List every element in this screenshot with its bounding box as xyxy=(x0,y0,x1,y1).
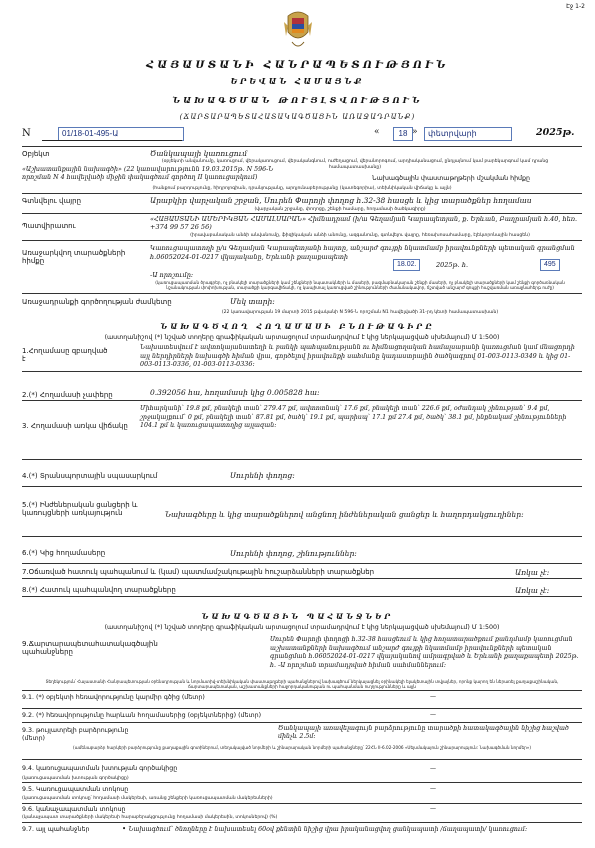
validity-value: Մեկ տարի։ xyxy=(230,297,275,306)
ownership-decision: -Ա որոշումը։ xyxy=(150,271,194,279)
plan-item-2-value: 0.392056 հա, հողամասի կից 0.005828 հա։ xyxy=(150,388,320,397)
header-municipality: ԵՐԵՎԱՆ ՀԱՄԱՅՆՔ xyxy=(230,76,365,86)
plan-item-1-label: 1.Հողամասը զբաղված է xyxy=(22,347,108,363)
ownership-value: Կառուցապատողի ը/ս Գեղամյան Կարապետյանի հայտը, անշարժ գույքի նկատմամբ իրավունքների պետական գրանցման հ.06052024-01-0217 վկայականը, Երևանի քաղաքապետի xyxy=(150,244,575,261)
plan-item-7-value: Առկա չէ։ xyxy=(515,568,550,577)
plan-item-6-value: Սուրենի փողոց, շինություններ։ xyxy=(230,549,357,558)
design-9-3-label: 9.3. թույլատրելի բարձրությունը (մետր) xyxy=(22,727,129,742)
number-label: N xyxy=(22,128,31,139)
plan-item-5-label: 5.(*) Ինժեներական ցանցերի և կառույցների առկայություն xyxy=(22,501,138,517)
design-item-9-value: Սուրեն Փարոյի փողոցի հ.32-38 հասցեում և կից հողատարածքում քանդմամբ կառուցման աշխատանքների նախագծում անշարժ գույքի նկատմամբ իրավունքների պետական գրանցման հ.06052024-01-0217 վկայականով ամրագրված և Երևանի քաղաքապետի 2025թ. հ. -Ա որոշման տրամադրված հիման սահմաններում։ xyxy=(270,636,579,669)
document-number: 01/18-01-495-Ա xyxy=(58,127,184,141)
basis-value: «Աշխատանքային նախագծի» (22 կառավարությունն 19.03.2015թ. N 596-Ն որոշման N 4 հավելվածի միջին փակագծում գործող II կառուցարկում) xyxy=(22,166,274,181)
ownership-year: 2025թ. հ. xyxy=(436,261,469,269)
basis-note: (հանքում բարդությունը, հիդրոլոգիան, դրանյությանը, արդյունաբերությանը (կատեգորիա), տեխնիկական վիճակը և այլն) xyxy=(152,186,452,191)
bullet-icon: • xyxy=(122,825,129,833)
design-9-7-label: 9.7. այլ պահանջներ xyxy=(22,826,90,833)
customer-label: Պատվիրատու xyxy=(22,222,76,230)
design-9-6-label: 9.6. կանաչապատման տոկոսը xyxy=(22,806,126,813)
design-9-1-label: 9.1. (*) օբյեկտի հեռավորությունը կարմիր գծից (մետր) xyxy=(22,694,205,701)
plan-item-7-label: 7.Օճառված հատուկ պահպանում և (կամ) պատմամշակութային հուշարձանների տարածքներ xyxy=(22,568,375,576)
location-note: (վարչական շրջանը, փողոցը, շենքի համարը, հողամասի ծածկագիրը) xyxy=(254,207,426,212)
design-9-6-value: — xyxy=(430,805,436,812)
object-label: Օբյեկտ xyxy=(22,150,50,158)
design-9-4-value: — xyxy=(430,765,436,772)
document-day: 18 xyxy=(393,127,413,141)
header-permit-title: ՆԱԽԱԳԾՄԱՆ ԹՈՒՅԼՏՎՈՒԹՅՈՒՆ xyxy=(172,96,423,106)
design-9-5-note: (կառուցապատման տոկոսը՝ հողամասի մակերեսի, առանց շենքերի կառուցապատման մակերեսների) xyxy=(22,796,273,801)
design-9-2-value: — xyxy=(430,711,436,718)
document-number-line: N 01/18-01-495-Ա « 18 » փետրվարի 2025թ. xyxy=(22,127,575,139)
plan-item-2-label: 2.(*) Հողամասի չափերը xyxy=(22,391,113,399)
document-month: փետրվարի xyxy=(424,127,512,141)
design-section-subtitle: (աստղանիշով (*) նշված տողերը գրաֆիկական արտացոլում տրամադրվում է կից ներկայացված սխեմայում) Մ 1:500) xyxy=(104,624,500,631)
design-9-6-note: (կանաչապատ տարածքների մակերեսի հարաբերակցությունը հողամասի մակերեսին, տոկոսներով) (%) xyxy=(22,815,278,820)
ownership-note: (կառուցապատման ծրագրեր, ոչ բնակելի տարածքների կամ շենքների նպատակների և մասերի, բազմաբնակարան շենքի մասերի, ոչ բնակելի տարածքների կամ շենքի գործառնական նշանակության փոփոխության, տարածքի կարգավիճակի, ոչ կապիտալ կառուցված շինությունների ժամանակավոր, ճշտված անշարժ գույքի հաշվառման առաջնահերթ ուժը) xyxy=(155,280,565,290)
object-value: Ծանկապայի կառուցում xyxy=(150,149,248,158)
plan-section-subtitle: (աստղանիշով (*) նշված տողերը գրաֆիկական արտացոլում տրամադրվում է կից ներկայացված սխեմայում) Մ 1:500) xyxy=(104,334,500,341)
plan-item-5-value: Նախագծերը և կից տարածքներով անցնող ինժեներական ցանցեր և հաղորդակցուղիներ։ xyxy=(165,510,524,519)
design-section-title: ՆԱԽԱԳԾԱՅԻՆ ՊԱՀԱՆՋՆԵՐ xyxy=(201,612,394,621)
design-9-2-label: 9.2. (*) հեռավորությունը հարևան հողամասերից (օբյեկտներից) (մետր) xyxy=(22,712,262,719)
location-value: Արաբկիր վարչական շրջան, Սուրեն Փարոյի փողոց հ.32-38 հասցե և կից տարածքներ հողամաս xyxy=(150,196,532,205)
header-country: ՀԱՅԱՍՏԱՆԻ ՀԱՆՐԱՊԵՏՈՒԹՅՈՒՆ xyxy=(146,59,449,71)
design-9-5-value: — xyxy=(430,785,436,792)
plan-item-3-label: 3. Հողամասի առկա վիճակը xyxy=(22,422,128,430)
plan-item-1-value: Նախատեսվում է ավտոկայանատեղի և բանկի պահպանությանն ու հիմնացողական համալսարանի կառուցման կամ մնացորդի այլ ներդիրների նախագծի հիման վրա, գործելով իրավունքի սահմանը կադաստրային ծածկագրով 01-003-0113-0349 և կից 01-003-0113-0336, 01-003-0113-0336։ xyxy=(140,343,575,368)
design-9-1-value: — xyxy=(430,693,436,700)
ownership-decision-box: 495 xyxy=(540,259,560,271)
design-9-3-note: (ամենաբարձր հարկերի բարձրությունը քաղաքային գոտիներում, տեղակայված նորմերի և շինարարական նորմերի պահանջները՝ 22ՀՆ II-6.02-2006 «Սեյսմակայուն շինարարություն: Նախագծման նորմեր») xyxy=(73,745,531,750)
object-note: (օբյեկտի անվանումը, կառուցում, վերակառուցում, վերականգնում, ուժեղացում, վերանորոգում, արդիականացում, ընդլայնում կամ բարեկարգում կամ դրանց համապատասխանը) xyxy=(161,159,549,170)
design-9-4-label: 9.4. կառուցապատման խտության գործակիցը xyxy=(22,765,178,772)
header-permit-subtitle: (ՃԱՐՏԱՐԱՊԵՏԱՀԱՏԱԿԱԳԾԱՅԻՆ ԱՌԱՋԱԴՐԱՆՔ) xyxy=(179,113,416,121)
page-number: Էջ 1-2 xyxy=(566,3,585,10)
location-label: Գտնվելու վայրը xyxy=(22,197,82,205)
plan-section-title: ՆԱԽԱԳԾՎՈՂ ՀՈՂԱՄԱՍԻ ԲՆՈՒԹԱԳԻՐԸ xyxy=(160,322,435,331)
plan-item-8-label: 8.(*) Հատուկ պահպանվող տարածքները xyxy=(22,586,176,594)
armenian-coat-of-arms-icon xyxy=(282,6,314,54)
design-9-3-value: Ծանկապայի առավելագույն բարձրությունը տարածքի հատակագծային նիշից հաշված մինչև 2.5մ։ xyxy=(278,725,569,740)
plan-item-6-label: 6.(*) Կից հողամասերը xyxy=(22,549,106,557)
customer-value: «ՀԱՅԱՍՏԱՆԻ ԱՄԵՐԻԿՅԱՆ ՀԱՄԱԼՍԱՐԱՆ» Հիմնադրամ (ի/ա Գեղամյան Կարապետյան, ք. Երևան, Բաղրամյան հ.40, հեռ. +374 99 57 26 56) xyxy=(150,215,578,231)
validity-note: (22 կառավարության 19 մարտի 2015 թվականի N 596-Ն որոշման N1 հավելվածի 31-րդ կետի համապատասխան) xyxy=(221,310,499,315)
design-9-4-note: (կառուցապատման խտության գործակիցը) xyxy=(22,776,129,781)
design-9-7-value: • Նախագծում՝ ծնողները է նախատեսել 60օվ քենտին նիշից վրա իրականացվող ցանկապատի /ճաղապատի/ կառուցում։ xyxy=(122,825,528,833)
plan-item-4-value: Սուրենի փողոց։ xyxy=(230,471,295,480)
ownership-label: Առաջարկվող տարածքների հիմքը xyxy=(22,249,126,265)
ownership-date-box: 18.02. xyxy=(393,259,420,271)
plan-item-4-label: 4.(*) Տրանսպորտային սպասարկում xyxy=(22,472,158,480)
plan-item-3-value: Միհարկանի՝ 19.8 քմ, բնակելի տան՝ 279.47 քմ, ավտոտնակ՝ 17.6 քմ, բնակելի տան՝ 226.6 քմ, օժանդակ շինության՝ 9.4 քմ, շրջակայքում՝ 0 քմ, բնակելի տան՝ 87.81 քմ, ծածկ՝ 19.1 քմ, պարիսպ՝ 17.1 քմ 27.4 քմ, ծածկ՝ 38.1 քմ, ինքնակամ շինությունների 104.1 քմ և կառուցապատողից այլազան։ xyxy=(140,405,567,429)
design-9-5-label: 9.5. Կառուցապատման տոկոսը xyxy=(22,786,129,793)
design-item-9-note: Տեղեկություն՝ Հայաստանի Հանրապետության օրենսդրության և նորմատիվ-տեխնիկական փաստաթղթերի պահանջներով նախագծում ներկայացնել օրինակելի ելակետային տվյալներ, որոնք կարող են ներառել քաղաքաշինական, ճարտարապետական, աշխատանքների հաջորդականության ու պահպանման ուղղությունները և այլն xyxy=(45,679,559,689)
document-year: 2025թ. xyxy=(536,127,575,138)
basis-label: Նախագծային փաստաթղթերի մշակման հիմքը xyxy=(372,175,531,182)
design-item-9-label: 9.Ճարտարապետահատակագծային պահանջները xyxy=(22,640,158,656)
plan-item-8-value: Առկա չէ։ xyxy=(515,586,550,595)
validity-label: Առաջադրանքի գործողության ժամկետը xyxy=(22,298,172,306)
customer-note: (իրավաբանական անձի անվանումը, ֆիզիկական անձի անունը, ազգանունը, գտնվելու վայրը, հեռախոսահամարը, էլեկտրոնային հասցեն) xyxy=(190,233,530,238)
